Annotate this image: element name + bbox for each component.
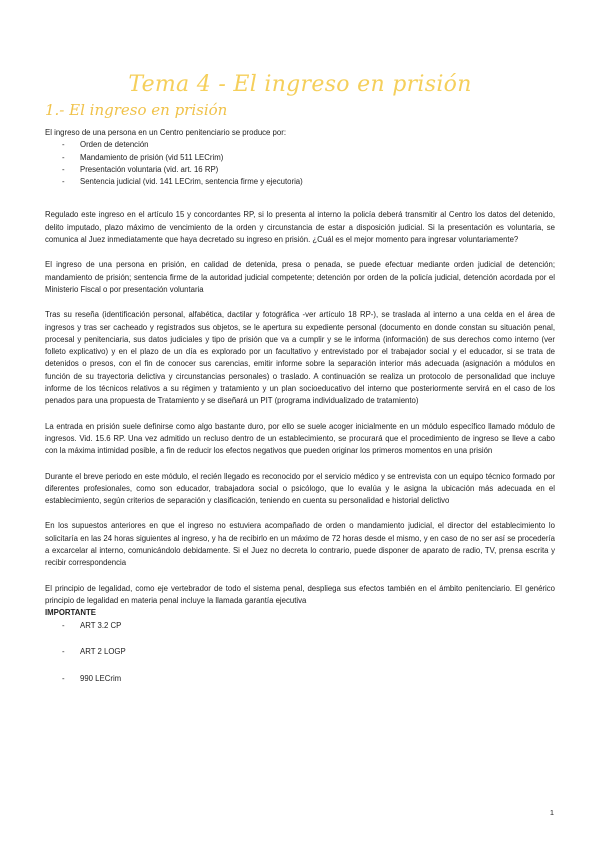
paragraph: Regulado este ingreso en el artículo 15 y concordantes RP, si lo presenta al interno la policía deberá transmitir al Centro los datos del detenido, delito imputado, plazo máximo de vencimiento de la orden y circunstancia de estar a disposición judicial. Si la presentación es voluntaria, se comunica al Juez inmediatamente que haya decretado su ingreso en prisión. ¿Cuál es el mejor momento para ingresar voluntariamente? <box>45 210 555 245</box>
paragraph: El ingreso de una persona en prisión, en calidad de detenida, presa o penada, se puede efectuar mediante orden judicial de detención; mandamiento de prisión; sentencia firme de la autoridad judicial competente; detención por orden de la policía judicial, detención acordada por el Ministerio Fiscal o por presentación voluntaria <box>45 260 555 294</box>
list-item: - 990 LECrim <box>45 673 555 685</box>
paragraph: Durante el breve periodo en este módulo, el recién llegado es reconocido por el servicio médico y se entrevista con un equipo técnico formado por diferentes profesionales, como son educador, trabajadora social o psicólogo, que lo evalúa y le asigna la ubicación más adecuada en el establecimiento, según criterios de separación y clasificación, teniendo en cuenta su personalidad e historial delictivo <box>45 471 555 506</box>
paragraph: Tras su reseña (identificación personal, alfabética, dactilar y fotográfica -ver artículo 18 RP-), se traslada al interno a una celda en el área de ingresos y tras ser cacheado y registrados sus objetos, se le apertura su expediente personal (documento en donde constan su situación penal, procesal y penitenciaria, sus datos judiciales y tipo de prisión que va a cumplir y se le informa (información) de sus derechos como interno (ver folleto explicativo) y en el plazo de un día es explorado por un facultativo y entrevistado por el trabajador social y el educador, si se trata de detenidos o presos, con el fin de conocer sus carencias, emitir informe sobre la separación interior más adecuada (asignación a módulos en función de su trayectoria delictiva y circunstancias personales) o traslado. A continuación se realiza un protocolo de personalidad que incluye informe de los técnicos relativos a su régimen y tratamiento y un plan socioeducativo del interno que posteriormente servirá en el caso de los penados para una propuesta de Tratamiento y se diseñará un PIT (programa individualizado de tratamiento) <box>45 310 555 406</box>
list-item: - ART 2 LOGP <box>45 646 555 658</box>
page-number: 1 <box>549 808 554 817</box>
important-list <box>45 620 555 686</box>
document-title: Tema 4 - El ingreso en prisión <box>128 72 472 97</box>
admission-orders-list <box>45 139 555 188</box>
intro-text: El ingreso de una persona en un Centro penitenciario se produce por: <box>45 128 286 137</box>
list-item: - ART 3.2 CP <box>45 620 555 632</box>
list-item: - Mandamiento de prisión (vid 511 LECrim) <box>45 152 555 164</box>
paragraph: El principio de legalidad, como eje vertebrador de todo el sistema penal, despliega sus efectos también en el ámbito penitenciario. El genérico principio de legalidad en materia penal incluye la llamada garantía ejecutiva <box>45 583 555 605</box>
document-body <box>45 127 555 700</box>
list-item: - Orden de detención <box>45 139 555 151</box>
paragraph: La entrada en prisión suele definirse como algo bastante duro, por ello se suele acoger inicialmente en un módulo específico llamado módulo de ingresos. Vid. 15.6 RP. Una vez admitido un recluso dentro de un establecimiento, se procurará que el procedimiento de ingreso se lleve a cabo con la máxima intimidad posible, a fin de reducir los efectos negativos que pueden originar los primeros momentos en una prisión <box>45 421 555 456</box>
important-heading: IMPORTANTE <box>45 608 96 618</box>
paragraph: En los supuestos anteriores en que el ingreso no estuviera acompañado de orden o mandamiento judicial, el director del establecimiento lo solicitaría en las 24 horas siguientes al ingreso, y ha de recibirlo en un máximo de 72 horas desde el mismo, y en caso de no ser así se procedería a excarcelar al interno, comunicándolo debidamente. Si el Juez no decreta lo contrario, puede disponer de aparato de radio, TV, prensa escrita y recibir correspondencia <box>45 521 555 568</box>
section-heading: 1.- El ingreso en prisión <box>45 101 228 119</box>
list-item: - Presentación voluntaria (vid. art. 16 RP) <box>45 164 555 176</box>
list-item: - Sentencia judicial (vid. 141 LECrim, sentencia firme y ejecutoria) <box>45 176 555 188</box>
